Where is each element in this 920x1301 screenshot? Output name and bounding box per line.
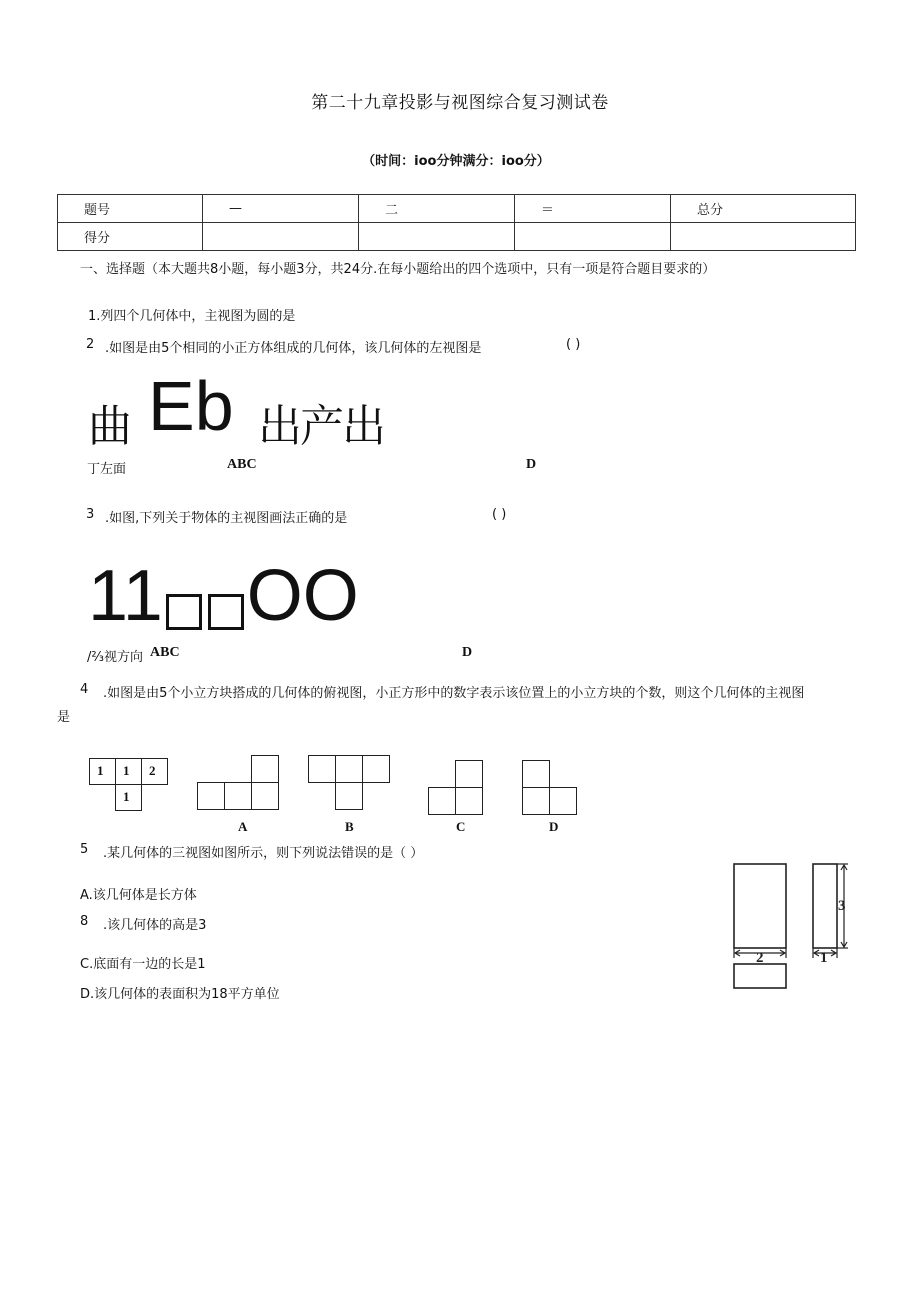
score-cell[interactable]	[359, 223, 515, 251]
q3-label-abc: ABC	[150, 645, 180, 660]
question-2-number: 2	[86, 337, 95, 352]
score-table-header-row	[58, 195, 856, 223]
q2-figure-char-1: 曲	[88, 401, 132, 452]
q3-figure-digits: 11	[88, 556, 163, 636]
q2-figure-char-2: Eb	[148, 367, 234, 445]
score-cell[interactable]	[671, 223, 856, 251]
q3-figure-circles: OO	[246, 556, 359, 636]
side-view-rect	[813, 864, 837, 948]
option-d-label: D	[549, 819, 559, 834]
q2-label-d: D	[526, 457, 537, 472]
option-a-cell	[197, 782, 225, 810]
q3-figure	[88, 556, 359, 636]
top-view-rect	[734, 964, 786, 988]
three-view-figure	[728, 858, 858, 994]
question-3-number: 3	[86, 507, 95, 522]
square-shape	[208, 594, 244, 630]
option-b-cell	[308, 755, 336, 783]
header-cell-total: 总分	[671, 195, 856, 223]
question-5-text: .某几何体的三视图如图所示，则下列说法错误的是（ ）	[103, 846, 424, 861]
option-a-cell	[251, 755, 279, 783]
score-cell[interactable]	[515, 223, 671, 251]
header-cell-part1: —	[203, 195, 359, 223]
option-c-label: C	[456, 819, 466, 834]
question-3-answer-bracket: ( )	[492, 507, 507, 522]
exam-info: （时间：ioo分钟满分：ioo分）	[362, 154, 550, 169]
q3-label-view-direction: /⅔视方向	[87, 650, 143, 665]
dim-width: 2	[756, 950, 764, 966]
score-table-score-row	[58, 223, 856, 251]
dimension-lines	[734, 864, 848, 958]
option-a-cell	[251, 782, 279, 810]
q2-figure-char-3: 出产出	[258, 401, 384, 452]
grid-number: 1	[97, 763, 104, 778]
grid-number: 1	[123, 789, 130, 804]
option-b-cell	[335, 755, 363, 783]
q5-option-b: .该几何体的高是3	[103, 918, 207, 933]
question-1: 1.列四个几何体中，主视图为圆的是	[88, 309, 296, 324]
square-shape	[166, 594, 202, 630]
question-5-number: 5	[80, 842, 89, 857]
q5-option-d: D.该几何体的表面积为18平方单位	[80, 987, 280, 1002]
question-4-text-cont: 是	[57, 710, 71, 725]
dim-height: 3	[838, 898, 846, 914]
option-b-cell	[362, 755, 390, 783]
option-d-cell	[522, 787, 550, 815]
option-a-cell	[224, 782, 252, 810]
grid-number: 1	[123, 763, 130, 778]
header-cell-part3: ＝	[515, 195, 671, 223]
question-2-answer-bracket: ( )	[566, 337, 581, 352]
grid-number: 2	[149, 763, 156, 778]
page-title: 第二十九章投影与视图综合复习测试卷	[311, 93, 609, 113]
option-c-cell	[428, 787, 456, 815]
dim-depth: 1	[820, 950, 828, 966]
option-c-cell	[455, 760, 483, 788]
front-view-rect	[734, 864, 786, 948]
section-heading: 一、选择题（本大题共8小题，每小题3分，共24分.在每小题给出的四个选项中，只有一项是符合题目要求的）	[80, 262, 716, 277]
q5-option-a: A.该几何体是长方体	[80, 888, 197, 903]
option-b-label: B	[345, 819, 354, 834]
header-cell-part2: 二	[359, 195, 515, 223]
header-cell-number: 题号	[58, 195, 203, 223]
score-cell[interactable]	[203, 223, 359, 251]
option-d-cell	[549, 787, 577, 815]
q2-label-abc: ABC	[227, 457, 257, 472]
question-2-text: .如图是由5个相同的小正方体组成的几何体，该几何体的左视图是	[105, 341, 482, 356]
q5-option-c: C.底面有一边的长是1	[80, 957, 206, 972]
question-3-text: .如图,下列关于物体的主视图画法正确的是	[105, 511, 348, 526]
option-d-cell	[522, 760, 550, 788]
question-4-text: .如图是由5个小立方块搭成的几何体的俯视图，小正方形中的数字表示该位置上的小立方块的个数，则这个几何体的主视图	[103, 686, 805, 701]
q5-option-b-number: 8	[80, 914, 89, 929]
score-table	[57, 194, 856, 251]
option-b-cell	[335, 782, 363, 810]
score-row-label: 得分	[58, 223, 203, 251]
q2-label-left-view: 丁左面	[87, 462, 127, 477]
question-4-number: 4	[80, 682, 89, 697]
option-c-cell	[455, 787, 483, 815]
option-a-label: A	[238, 819, 248, 834]
q3-label-d: D	[462, 645, 473, 660]
